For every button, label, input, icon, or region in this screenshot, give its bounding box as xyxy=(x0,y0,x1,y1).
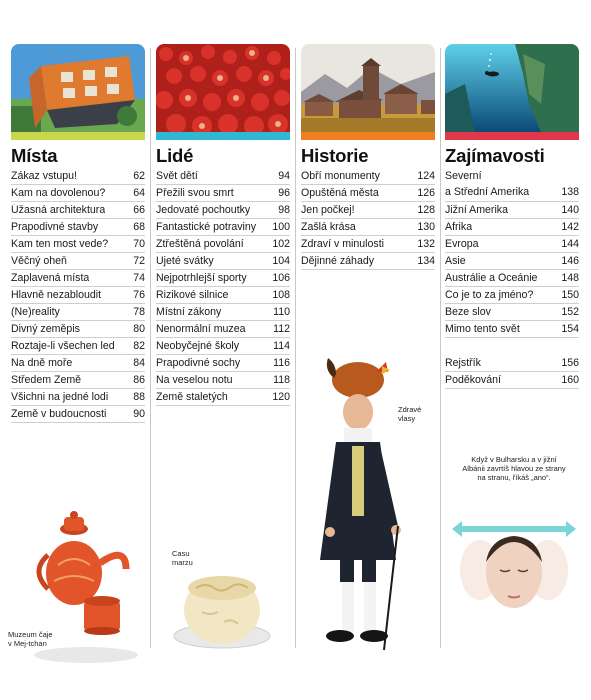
figure-caption: Když v Bulharsku a v jižní Albánii zavrtíš hlavou ze strany na stranu, říkáš „ano“. xyxy=(462,455,566,482)
toc-entry[interactable]: Obří monumenty 124 xyxy=(301,168,435,185)
toc-entry[interactable]: Evropa 144 xyxy=(445,236,579,253)
toc-entry[interactable]: Na veselou notu 118 xyxy=(156,372,290,389)
section-heading: Místa xyxy=(11,145,58,166)
section-heading: Lidé xyxy=(156,145,194,166)
toc-entry[interactable]: Svět dětí 94 xyxy=(156,168,290,185)
section-accent-bar xyxy=(301,132,435,140)
toc-entry[interactable]: Mimo tento svět 154 xyxy=(445,321,579,338)
toc-entry[interactable]: Zaplavená místa 74 xyxy=(11,270,145,287)
toc-entry[interactable]: Afrika 142 xyxy=(445,219,579,236)
man-with-chicken-hat-illustration xyxy=(318,350,428,655)
toc-entry[interactable]: Středem Země 86 xyxy=(11,372,145,389)
toc-entry[interactable]: Kam ten most vede? 70 xyxy=(11,236,145,253)
toc-entry[interactable]: Roztaje-li všechen led 82 xyxy=(11,338,145,355)
column-divider xyxy=(150,48,151,648)
toc-entry[interactable]: Hlavně nezabloudit 76 xyxy=(11,287,145,304)
ghost-town-photo xyxy=(301,44,435,132)
toc-entry[interactable]: Země v budoucnosti 90 xyxy=(11,406,145,423)
crowd-in-red-photo xyxy=(156,44,290,132)
toc-entry[interactable]: Jen počkej! 128 xyxy=(301,202,435,219)
section-accent-bar xyxy=(11,132,145,140)
toc-entry[interactable]: Divný zeměpis 80 xyxy=(11,321,145,338)
section-accent-bar xyxy=(156,132,290,140)
toc-entry[interactable]: Přežili svou smrt 96 xyxy=(156,185,290,202)
toc-entry[interactable]: Nenormální muzea 112 xyxy=(156,321,290,338)
upside-down-house-photo xyxy=(11,44,145,132)
toc-entry[interactable]: Rizikové silnice 108 xyxy=(156,287,290,304)
toc-list xyxy=(301,168,435,270)
toc-entry[interactable]: Fantastické potraviny 100 xyxy=(156,219,290,236)
toc-entry[interactable]: Poděkování 160 xyxy=(445,372,579,389)
toc-entry[interactable]: Ztřeštěná povolání 102 xyxy=(156,236,290,253)
toc-list xyxy=(445,168,579,389)
figure-caption: Muzeum čaje v Mej-tchan xyxy=(8,630,53,648)
section-accent-bar xyxy=(445,132,579,140)
head-shaking-illustration xyxy=(450,512,578,622)
toc-entry[interactable]: Zákaz vstupu! 62 xyxy=(11,168,145,185)
column-divider xyxy=(295,48,296,648)
toc-entry[interactable]: Na dně moře 84 xyxy=(11,355,145,372)
toc-entry[interactable]: Všichni na jedné lodi 88 xyxy=(11,389,145,406)
toc-entry[interactable]: Kam na dovolenou? 64 xyxy=(11,185,145,202)
toc-entry[interactable]: Zdraví v minulosti 132 xyxy=(301,236,435,253)
toc-entry[interactable]: Co je to za jméno? 150 xyxy=(445,287,579,304)
underwater-diver-photo xyxy=(445,44,579,132)
toc-entry[interactable]: (Ne)reality 78 xyxy=(11,304,145,321)
toc-entry[interactable]: Neobyčejné školy 114 xyxy=(156,338,290,355)
section-heading: Zajímavosti xyxy=(445,145,545,166)
toc-entry[interactable]: Věčný oheň 72 xyxy=(11,253,145,270)
toc-entry[interactable]: Zašlá krása 130 xyxy=(301,219,435,236)
cheese-illustration xyxy=(172,560,272,656)
figure-caption: Zdravé vlasy xyxy=(398,405,422,423)
toc-entry[interactable]: Prapodivné stavby 68 xyxy=(11,219,145,236)
toc-entry[interactable]: Severní a Střední Amerika 138 xyxy=(445,168,579,202)
toc-entry[interactable]: Opuštěná města 126 xyxy=(301,185,435,202)
toc-list xyxy=(156,168,290,406)
toc-entry[interactable]: Nejpotrhlejší sporty 106 xyxy=(156,270,290,287)
toc-entry[interactable]: Asie 146 xyxy=(445,253,579,270)
toc-entry[interactable]: Rejstřík 156 xyxy=(445,355,579,372)
toc-entry[interactable]: Dějinné záhady 134 xyxy=(301,253,435,270)
section-heading: Historie xyxy=(301,145,369,166)
toc-entry[interactable]: Země staletých 120 xyxy=(156,389,290,406)
figure-caption: Casu marzu xyxy=(172,549,193,567)
toc-entry[interactable]: Austrálie a Oceánie 148 xyxy=(445,270,579,287)
toc-entry[interactable]: Jedovaté pochoutky 98 xyxy=(156,202,290,219)
toc-entry[interactable]: Ujeté svátky 104 xyxy=(156,253,290,270)
toc-gap xyxy=(445,338,579,355)
toc-list xyxy=(11,168,145,423)
toc-entry[interactable]: Beze slov 152 xyxy=(445,304,579,321)
toc-entry[interactable]: Prapodivné sochy 116 xyxy=(156,355,290,372)
toc-entry[interactable]: Místní zákony 110 xyxy=(156,304,290,321)
toc-entry[interactable]: Úžasná architektura 66 xyxy=(11,202,145,219)
column-divider xyxy=(440,48,441,648)
toc-entry[interactable]: Jižní Amerika 140 xyxy=(445,202,579,219)
